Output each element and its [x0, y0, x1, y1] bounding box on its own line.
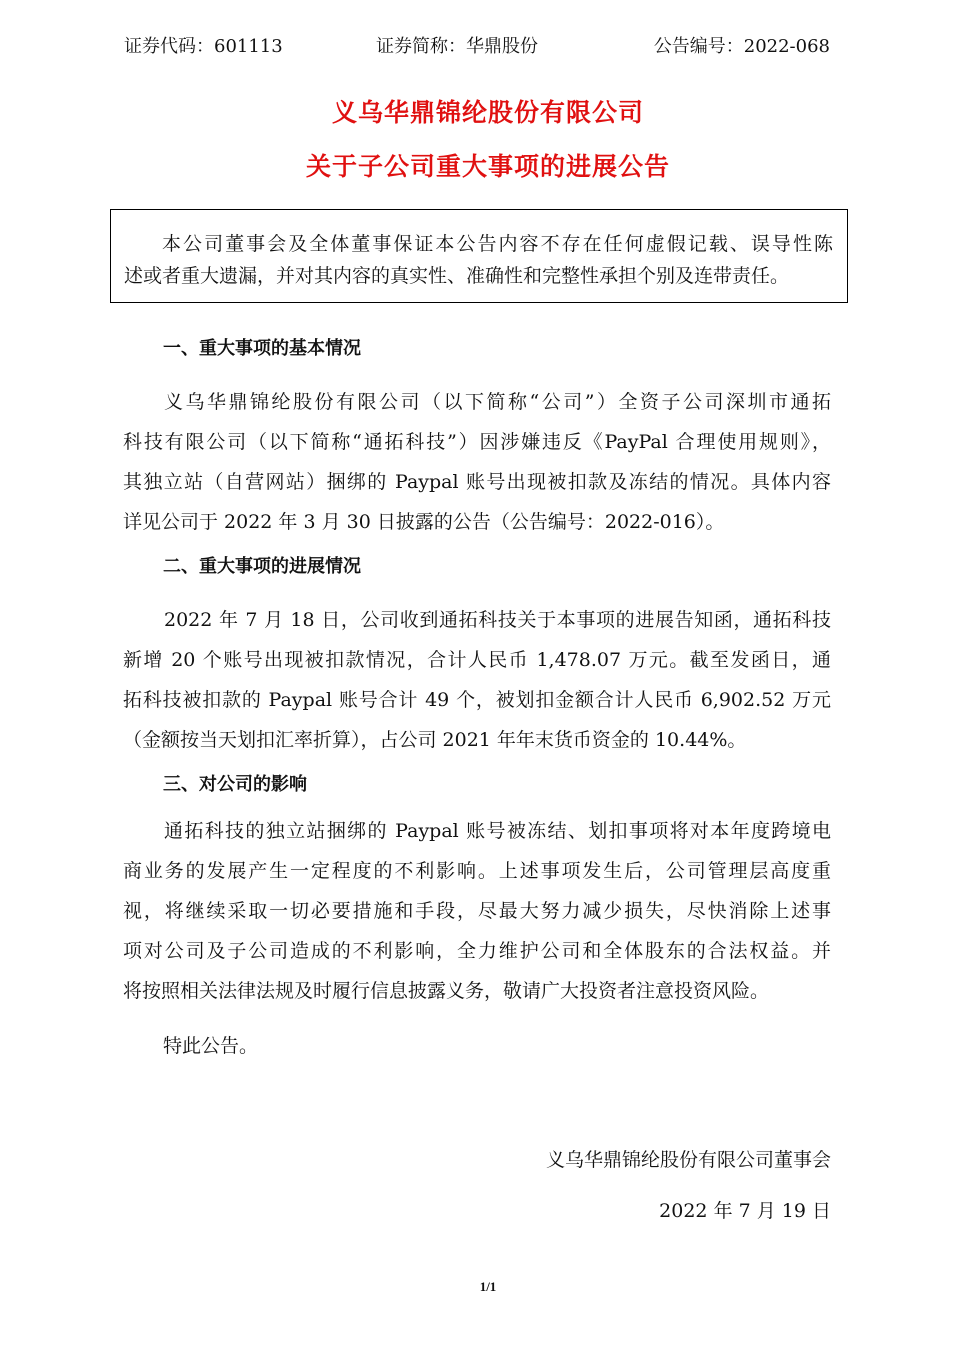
stock-name: 证券简称：华鼎股份 — [376, 36, 538, 57]
board-guarantee-notice — [110, 209, 848, 303]
notice-line: 本公司董事会及全体董事保证本公告内容不存在任何虚假记载、误导性陈 — [162, 233, 833, 255]
paragraph-line: 详见公司于 2022 年 3 月 30 日披露的公告（公告编号：2022-016）。 — [123, 511, 725, 533]
page-number: 1/1 — [479, 1279, 497, 1294]
paragraph-line: 2022 年 7 月 18 日，公司收到通拓科技关于本事项的进展告知函，通拓科技 — [164, 609, 831, 631]
company-title: 义乌华鼎锦纶股份有限公司 — [331, 98, 644, 127]
stock-code: 证券代码：601113 — [124, 36, 283, 57]
closing-statement: 特此公告。 — [163, 1035, 259, 1057]
section-body-impact — [123, 811, 831, 1011]
paragraph-line: （金额按当天划扣汇率折算），占公司 2021 年年末货币资金的 10.44%。 — [123, 729, 747, 751]
page-header — [124, 34, 830, 60]
paragraph-line: 新增 20 个账号出现被扣款情况，合计人民币 1,478.07 万元。截至发函日，通 — [123, 649, 831, 671]
section-heading-basic-info: 一、重大事项的基本情况 — [163, 338, 361, 359]
signature-date: 2022 年 7 月 19 日 — [659, 1200, 831, 1222]
paragraph-line: 项对公司及子公司造成的不利影响，全力维护公司和全体股东的合法权益。并 — [123, 940, 831, 962]
paragraph-line: 拓科技被扣款的 Paypal 账号合计 49 个，被划扣金额合计人民币 6,902.52 万元 — [123, 689, 831, 711]
section-heading-progress: 二、重大事项的进展情况 — [163, 556, 361, 577]
paragraph-line: 义乌华鼎锦纶股份有限公司（以下简称“公司”）全资子公司深圳市通拓 — [164, 391, 831, 413]
paragraph-line: 通拓科技的独立站捆绑的 Paypal 账号被冻结、划扣事项将对本年度跨境电 — [164, 820, 831, 842]
notice-line: 述或者重大遗漏，并对其内容的真实性、准确性和完整性承担个别及连带责任。 — [124, 265, 790, 287]
paragraph-line: 商业务的发展产生一定程度的不利影响。上述事项发生后，公司管理层高度重 — [123, 860, 831, 882]
paragraph-line: 视，将继续采取一切必要措施和手段，尽最大努力减少损失，尽快消除上述事 — [123, 900, 831, 922]
announcement-number: 公告编号：2022-068 — [653, 36, 830, 57]
announcement-title: 关于子公司重大事项的进展公告 — [305, 152, 670, 181]
section-heading-impact: 三、对公司的影响 — [163, 774, 307, 795]
paragraph-line: 其独立站（自营网站）捆绑的 Paypal 账号出现被扣款及冻结的情况。具体内容 — [123, 471, 831, 493]
paragraph-line: 将按照相关法律法规及时履行信息披露义务，敬请广大投资者注意投资风险。 — [123, 980, 770, 1002]
paragraph-line: 科技有限公司（以下简称“通拓科技”）因涉嫌违反《PayPal 合理使用规则》， — [123, 431, 831, 453]
section-body-progress — [123, 600, 831, 760]
signature-company: 义乌华鼎锦纶股份有限公司董事会 — [545, 1149, 831, 1171]
section-body-basic-info — [123, 382, 831, 542]
